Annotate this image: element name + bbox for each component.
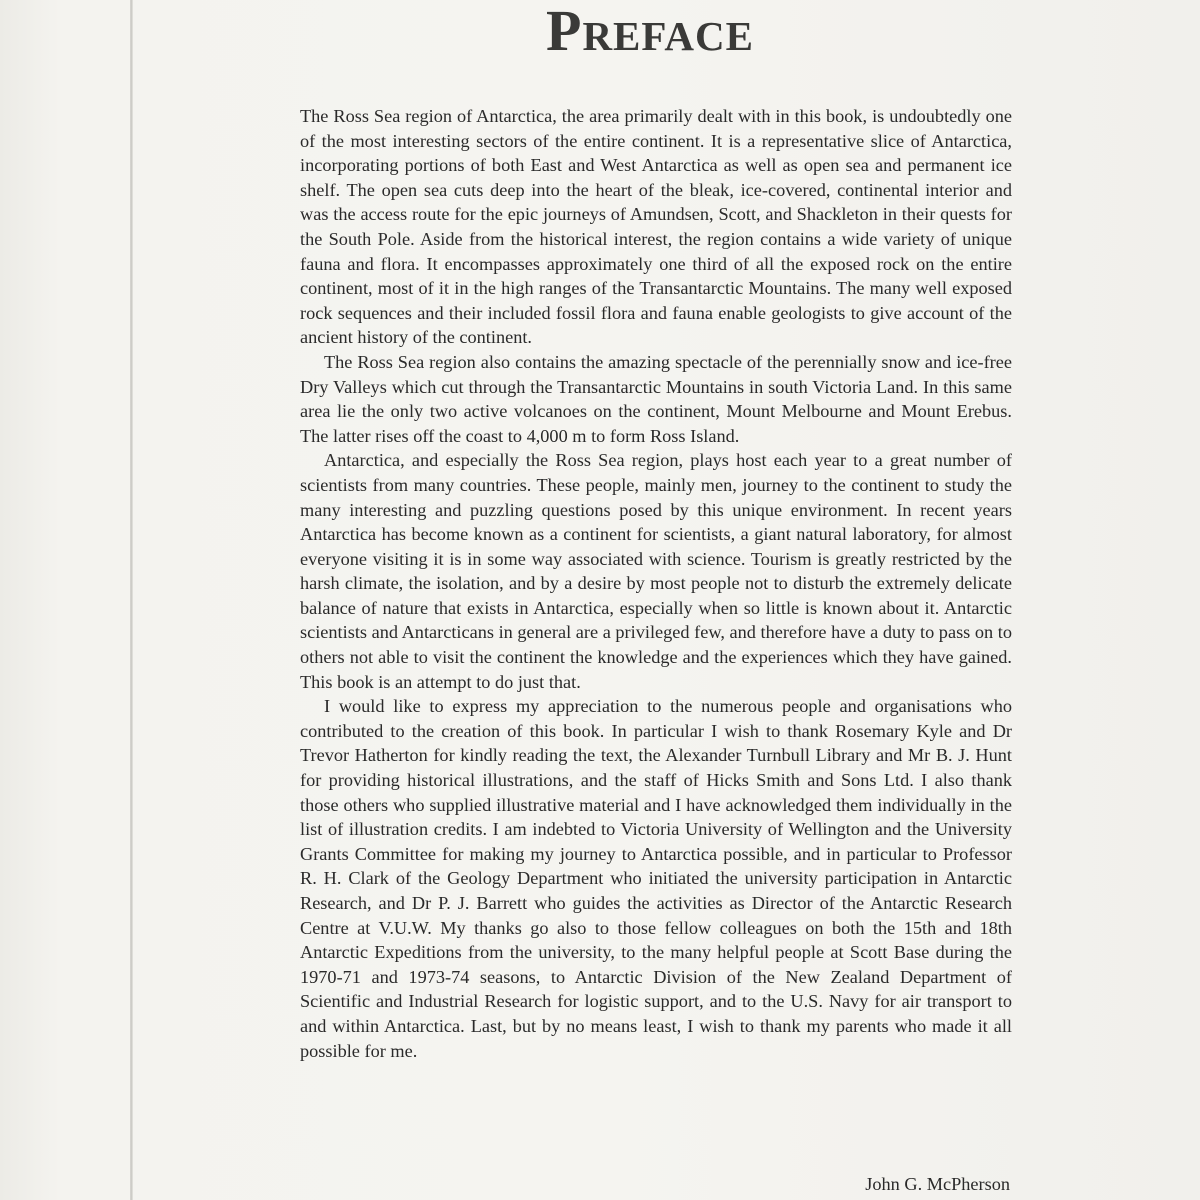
preface-body (300, 104, 1012, 1063)
author-signature: John G. McPherson (865, 1174, 1010, 1194)
paragraph-3: Antarctica, and especially the Ross Sea region, plays host each year to a great number of scientists from many countries. These people, mainly men, journey to the continent to study the many interesting and puzzling questions posed by this unique environment. In recent years Antarctica has become known as a continent for scientists, a giant natural laboratory, for almost everyone visiting it is in some way associated with science. Tourism is greatly restricted by the harsh climate, the isolation, and by a desire by most people not to disturb the extremely delicate balance of nature that exists in Antarctica, especially when so little is known about it. Antarctic scientists and Antarcticans in general are a privileged few, and therefore have a duty to pass on to others not able to visit the continent the knowledge and the experiences which they have gained. This book is an attempt to do just that. (300, 450, 1012, 692)
paragraph-1: The Ross Sea region of Antarctica, the area primarily dealt with in this book, is undoubtedly one of the most interesting sectors of the entire continent. It is a representative slice of Antarctica, incorporating portions of both East and West Antarctica as well as open sea and permanent ice shelf. The open sea cuts deep into the heart of the bleak, ice-covered, continental interior and was the access route for the epic journeys of Amundsen, Scott, and Shackleton in their quests for the South Pole. Aside from the historical interest, the region contains a wide variety of unique fauna and flora. It encompasses approximately one third of all the exposed rock on the entire continent, most of it in the high ranges of the Transantarctic Mountains. The many well exposed rock sequences and their included fossil flora and fauna enable geologists to give account of the ancient history of the continent. (300, 106, 1012, 348)
paragraph-4: I would like to express my appreciation to the numerous people and organisations who contributed to the creation of this book. In particular I wish to thank Rosemary Kyle and Dr Trevor Hatherton for kindly reading the text, the Alexander Turnbull Library and Mr B. J. Hunt for providing historical illustrations, and the staff of Hicks Smith and Sons Ltd. I also thank those others who supplied illustrative material and I have acknowledged them individually in the list of illustration credits. I am indebted to Victoria University of Wellington and the University Grants Committee for making my journey to Antarctica possible, and in particular to Professor R. H. Clark of the Geology Department who initiated the university participation in Antarctic Research, and Dr P. J. Barrett who guides the activities as Director of the Antarctic Research Centre at V.U.W. My thanks go also to those fellow colleagues on both the 15th and 18th Antarctic Expeditions from the university, to the many helpful people at Scott Base during the 1970-71 and 1973-74 seasons, to Antarctic Division of the New Zealand Department of Scientific and Industrial Research for logistic support, and to the U.S. Navy for air transport to and within Antarctica. Last, but by no means least, I wish to thank my parents who made it all possible for me. (300, 696, 1012, 1061)
title-text: Preface (546, 0, 754, 63)
page-gutter (130, 0, 133, 1200)
page-title (0, 0, 1200, 62)
paragraph-2: The Ross Sea region also contains the amazing spectacle of the perennially snow and ice-free Dry Valleys which cut through the Transantarctic Mountains in south Victoria Land. In this same area lie the only two active volcanoes on the continent, Mount Melbourne and Mount Erebus. The latter rises off the coast to 4,000 m to form Ross Island. (300, 351, 1012, 446)
